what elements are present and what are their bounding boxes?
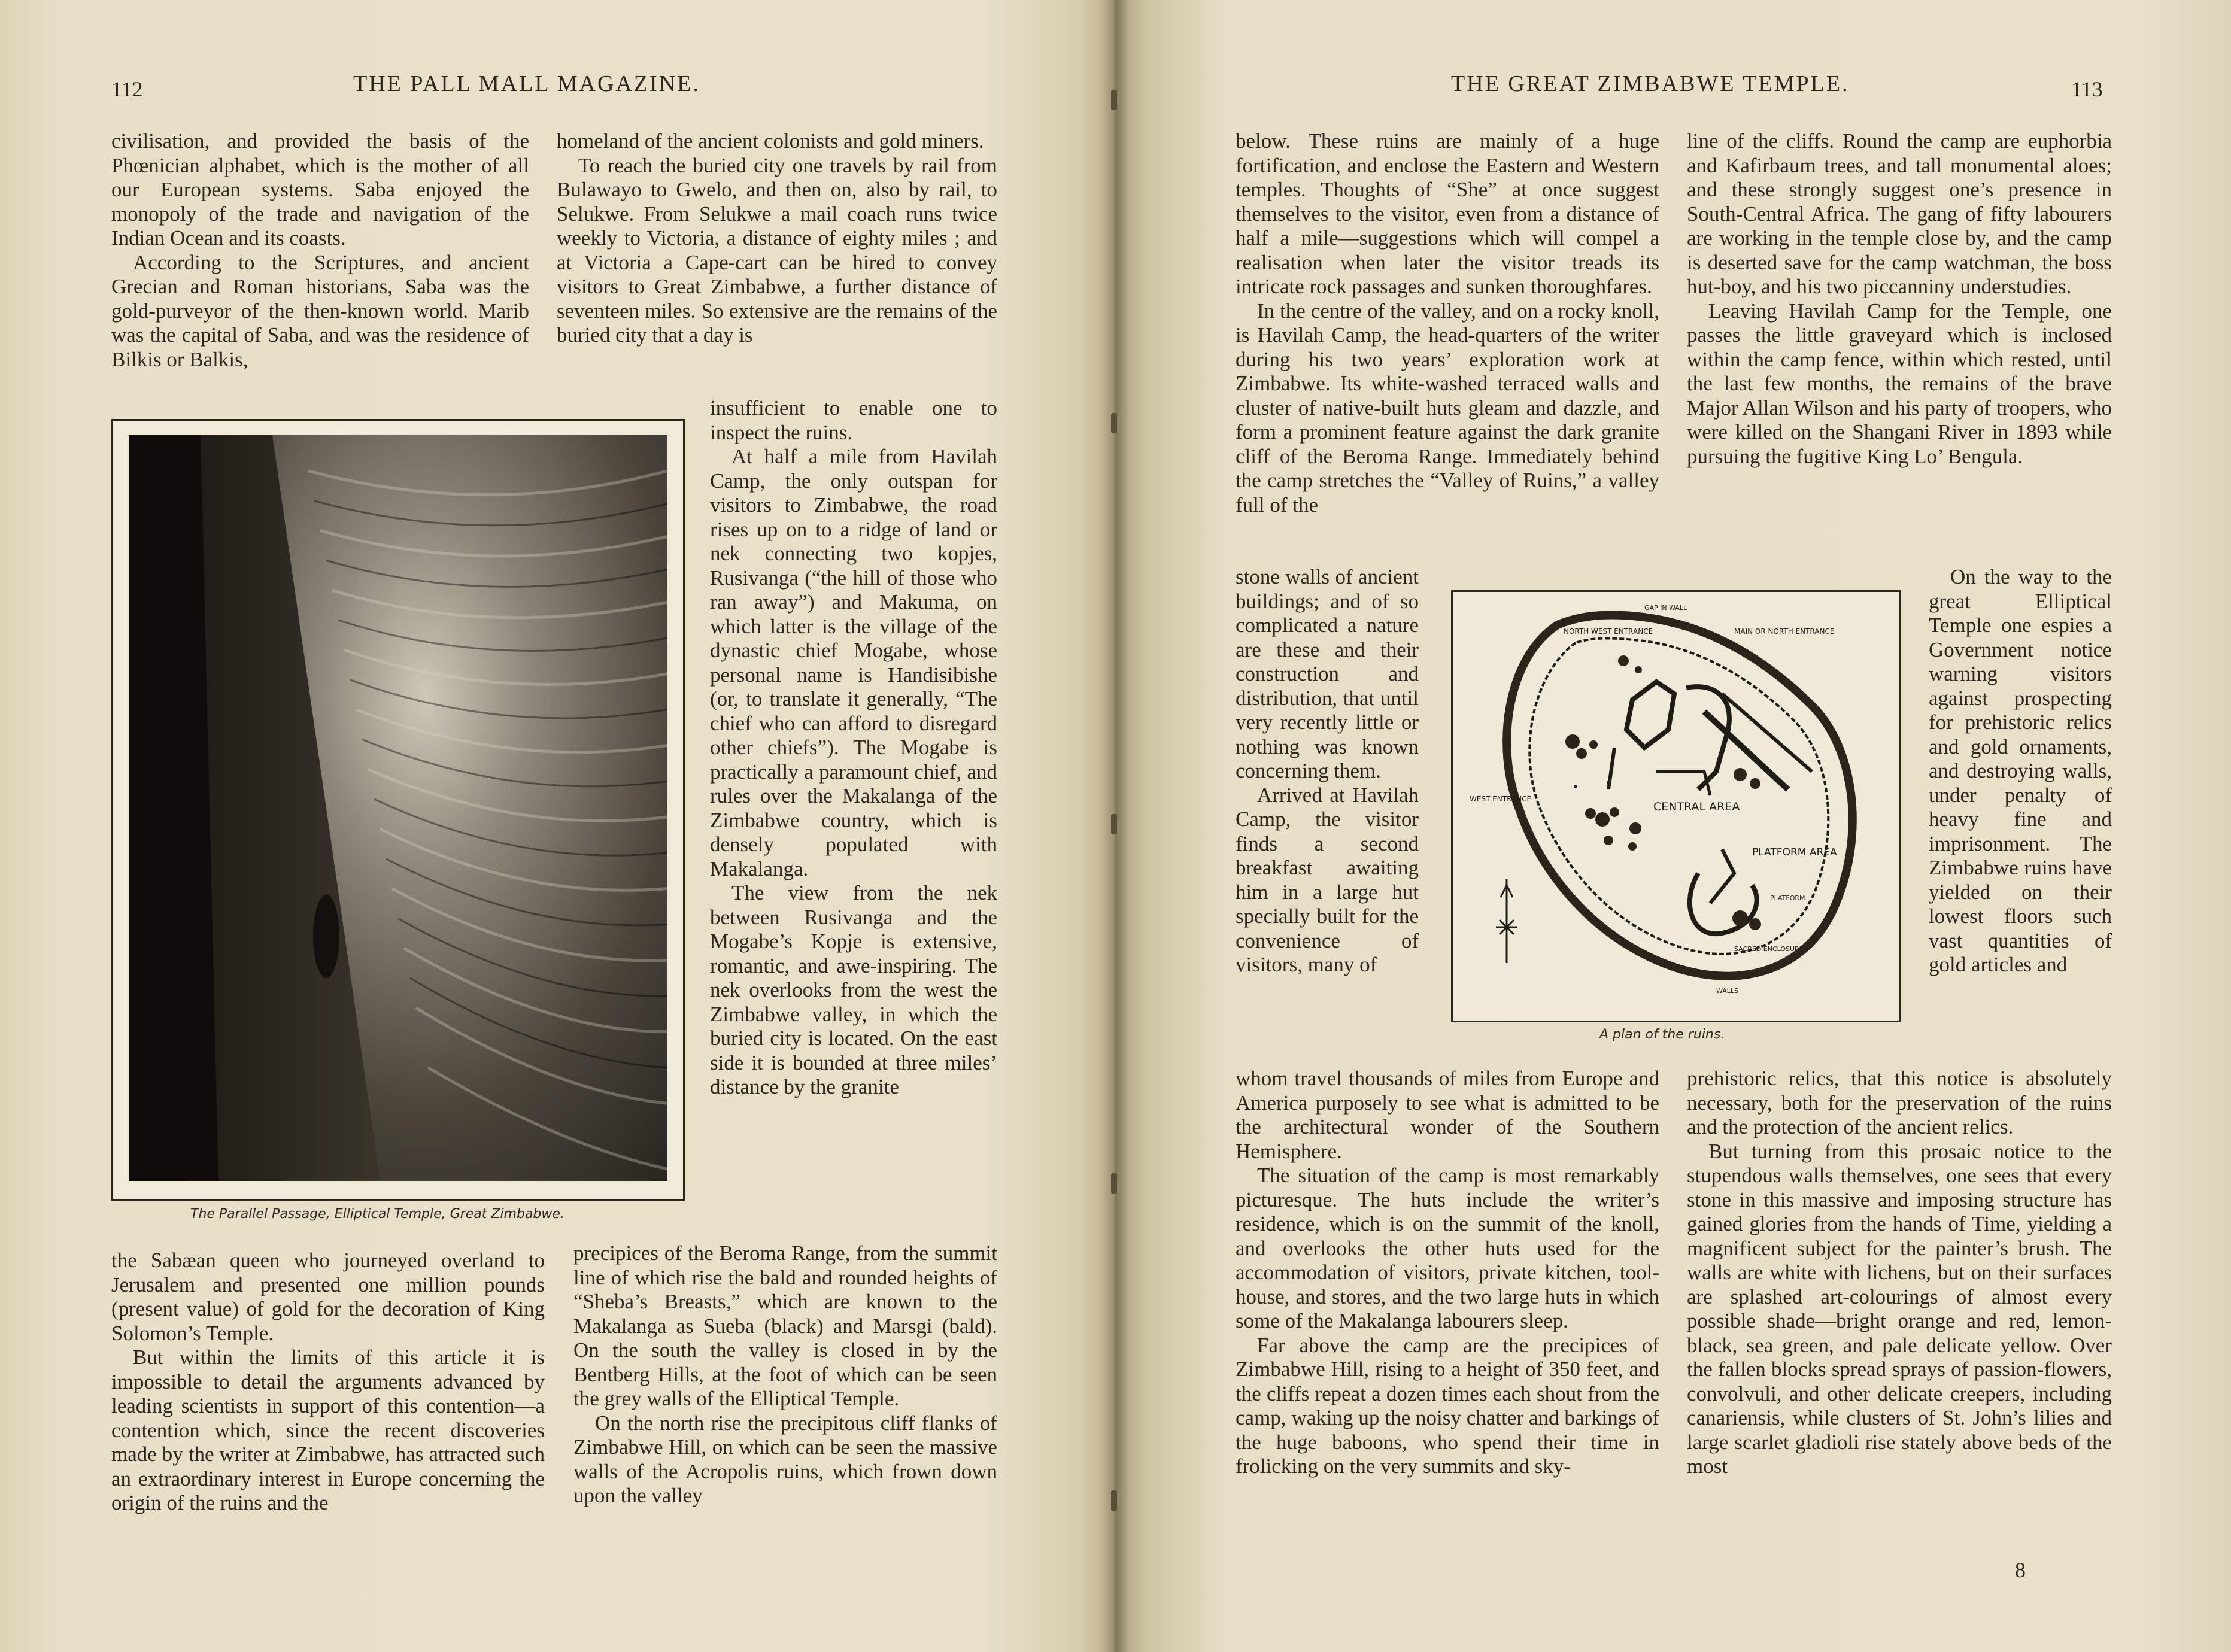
- plan-of-ruins: [1451, 590, 1901, 1022]
- right-col1-bottom: [1236, 1067, 1659, 1479]
- paragraph: At half a mile from Havilah Camp, the only outspan for visitors to Zimbabwe, the road rises up on to a ridge of land or nek connecting two kopjes, Rusivanga (“the hill of those who ran away”) and Makuma, on which latter is the village of the dynastic chief Mogabe, whose personal name is Handisibishe (or, to translate it generally, “The chief who can afford to disregard other chiefs”). The Mogabe is practically a paramount chief, and rules over the Makalanga of the Zimbabwe country, which is densely populated with Makalanga.: [710, 445, 997, 880]
- plan-label-west-entrance: WEST ENTRANCE: [1470, 795, 1532, 803]
- right-col2-top: [1687, 129, 2112, 469]
- paragraph: civilisation, and provided the basis of the Phœnician alphabet, which is the mother of all our European systems. Saba enjoyed the monopoly of the trade and navigation of the Indian Ocean and its coasts.: [111, 129, 529, 250]
- photo-caption: The Parallel Passage, Elliptical Temple, Great Zimbabwe.: [190, 1207, 564, 1222]
- paragraph: below. These ruins are mainly of a huge fortification, and enclose the Eastern and Western temples. Thoughts of “She” at once suggest themselves to the visitor, even from a distance of half a mile—suggestions which will compel a realisation when later the visitor treads its intricate rock passages and sunken thoroughfares.: [1236, 129, 1659, 298]
- paragraph: prehistoric relics, that this notice is absolutely necessary, both for the preservation of the ruins and the protection of the ancient relics.: [1687, 1067, 2112, 1138]
- left-col2-top: [557, 129, 997, 348]
- paragraph: homeland of the ancient colonists and gold miners.: [557, 129, 984, 153]
- binding-stitch: [1111, 1490, 1117, 1511]
- right-col2-wrap: [1929, 565, 2112, 977]
- right-col2-bottom: [1687, 1067, 2112, 1479]
- binding-stitch: [1111, 90, 1117, 110]
- paragraph: whom travel thousands of miles from Europe and America purposely to see what is admitted to be the architectural wonder of the Southern Hemisphere.: [1236, 1067, 1659, 1163]
- plan-label-main-entrance: MAIN OR NORTH ENTRANCE: [1734, 627, 1835, 636]
- plan-label-north-west: NORTH WEST ENTRANCE: [1564, 627, 1653, 636]
- paragraph: precipices of the Beroma Range, from the summit line of which rise the bald and rounded heights of “Sheba’s Breasts,” which are known to the Makalanga as Sueba (black) and Marsgi (bald). On the south the valley is closed in by the Bentberg Hills, at the foot of which can be seen the grey walls of the Elliptical Temple.: [573, 1241, 997, 1410]
- left-col1-bottom: [111, 1249, 545, 1516]
- paragraph: Far above the camp are the precipices of Zimbabwe Hill, rising to a height of 350 feet, and the cliffs repeat a dozen times each shout from the camp, waking up the noisy chatter and barkings of the huge baboons, who spend their time in frolicking on the very summits and sky-: [1236, 1333, 1659, 1478]
- paragraph: But within the limits of this article it is impossible to detail the arguments advanced by leading scientists in support of this contention—a contention which, since the recent discoveries made by the writer at Zimbabwe, has attracted such an extraordinary interest in Europe concerning the origin of the ruins and the: [111, 1346, 545, 1514]
- plan-label-gap: GAP IN WALL: [1644, 604, 1687, 612]
- plan-label-platform: PLATFORM: [1770, 894, 1805, 902]
- plan-caption: A plan of the ruins.: [1599, 1027, 1725, 1042]
- paragraph: The situation of the camp is most remarkably picturesque. The huts include the writer’s residence, which is on the summit of the knoll, and overlooks the other huts used for the accommodation of visitors, private kitchen, tool-house, and stores, and the two large huts in which some of the Makalanga labourers sleep.: [1236, 1164, 1659, 1332]
- plan-label-platform-area: PLATFORM AREA: [1752, 846, 1837, 858]
- page-number-right: 113: [2071, 77, 2103, 101]
- binding-stitch: [1111, 413, 1117, 433]
- plan-label-walls: WALLS: [1716, 987, 1739, 995]
- binding-stitch: [1111, 814, 1117, 834]
- paragraph: To reach the buried city one travels by rail from Bulawayo to Gwelo, and then on, also by rail, to Selukwe. From Selukwe a mail coach runs twice weekly to Victoria, a distance of eighty miles ; and at Victoria a Cape-cart can be hired to convey visitors to Great Zimbabwe, a further distance of seventeen miles. So extensive are the remains of the buried city that a day is: [557, 153, 997, 347]
- stone-passage-graphic: [129, 435, 667, 1181]
- paragraph: the Sabæan queen who journeyed overland to Jerusalem and presented one million pounds (present value) of gold for the decoration of King Solomon’s Temple.: [111, 1249, 545, 1345]
- page-number-left: 112: [111, 77, 143, 101]
- left-col2-wrap: [710, 396, 997, 1100]
- running-head-right: THE GREAT ZIMBABWE TEMPLE.: [1451, 71, 1850, 96]
- paragraph: According to the Scriptures, and ancient Grecian and Roman historians, Saba was the gold-purveyor of the then-known world. Marib was the capital of Saba, and was the residence of Bilkis or Balkis,: [111, 250, 529, 371]
- paragraph: insufficient to enable one to inspect the ruins.: [710, 396, 997, 444]
- paragraph: stone walls of ancient buildings; and of so complicated a nature are these and their construction and distribution, that until very recently little or nothing was known concerning them.: [1236, 565, 1419, 782]
- running-head-left: THE PALL MALL MAGAZINE.: [353, 71, 700, 96]
- plan-label-central-area: CENTRAL AREA: [1653, 800, 1740, 813]
- paragraph: The view from the nek between Rusivanga and the Mogabe’s Kopje is extensive, romantic, and awe-inspiring. The nek overlooks from the west the Zimbabwe valley, in which the buried city is located. On the east side it is bounded at three miles’ distance by the granite: [710, 881, 997, 1098]
- binding-stitch: [1111, 1173, 1117, 1194]
- paragraph: On the way to the great Elliptical Temple one espies a Government notice warning visitors against prospecting for prehistoric relics and gold ornaments, and destroying walls, under penalty of heavy fine and imprisonment. The Zimbabwe ruins have yielded on their lowest floors such vast quantities of gold articles and: [1929, 565, 2112, 976]
- left-col2-bottom: [573, 1241, 997, 1508]
- photo-image: [129, 435, 667, 1181]
- paragraph: On the north rise the precipitous cliff flanks of Zimbabwe Hill, on which can be seen the massive walls of the Acropolis ruins, which frown down upon the valley: [573, 1411, 997, 1507]
- paragraph: Leaving Havilah Camp for the Temple, one passes the little graveyard which is inclosed within the camp fence, within which rested, until the last few months, the remains of the brave Major Allan Wilson and his party of troopers, who were killed on the Shangani River in 1893 while pursuing the fugitive King Lo’ Bengula.: [1687, 299, 2112, 468]
- left-col1-top: [111, 129, 529, 372]
- paragraph: But turning from this prosaic notice to the stupendous walls themselves, one sees that every stone in this massive and imposing structure has gained glories from the hands of Time, yielding a magnificent subject for the painter’s brush. The walls are white with lichens, but on their surfaces are splashed art-colourings of almost every possible shade—bright orange and red, lemon-black, sea green, and pale delicate yellow. Over the fallen blocks spread sprays of passion-flowers, convolvuli, and other delicate creepers, including canariensis, while clusters of St. John’s lilies and large scarlet gladioli rise stately above beds of the most: [1687, 1139, 2112, 1478]
- right-col1-wrap: [1236, 565, 1419, 977]
- signature-mark: 8: [2015, 1558, 2026, 1582]
- paragraph: line of the cliffs. Round the camp are euphorbia and Kafirbaum trees, and tall monumental aloes; and these strongly suggest one’s presence in South-Central Africa. The gang of fifty labourers are working in the temple close by, and the camp is deserted save for the camp watchman, the boss hut-boy, and his two piccanniny understudies.: [1687, 129, 2112, 298]
- plan-label-sacred-enclosure: SACRED ENCLOSURE: [1734, 945, 1804, 953]
- right-col1-top: [1236, 129, 1659, 517]
- plan-diagram: [1453, 592, 1899, 1021]
- paragraph: Arrived at Havilah Camp, the visitor finds a second breakfast awaiting him in a large hut specially built for the convenience of visitors, many of: [1236, 783, 1419, 976]
- paragraph: In the centre of the valley, and on a rocky knoll, is Havilah Camp, the head-quarters of the writer during his two years’ exploration work at Zimbabwe. Its white-washed terraced walls and cluster of native-built huts gleam and dazzle, and form a prominent feature against the dark granite cliff of the Beroma Range. Immediately behind the camp stretches the “Valley of Ruins,” a valley full of the: [1236, 299, 1659, 517]
- photo-parallel-passage: [111, 419, 685, 1201]
